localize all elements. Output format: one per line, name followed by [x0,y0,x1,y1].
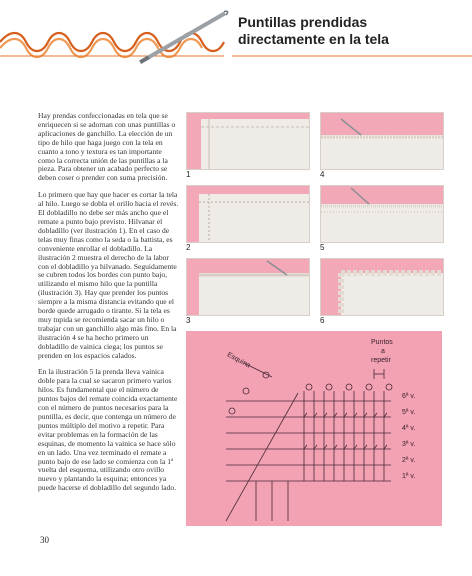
page-number: 30 [40,535,49,545]
row-label-2: 2ª v. [402,457,416,464]
paragraph-method: Lo primero que hay que hacer es cortar la tela al hilo. Luego se dobla el orillo hacia el revés. El dobladillo no debe ser más ancho que el remate a punto bajo previsto. Hilvanar el dobladillo (ver ilustración 1). En el caso de telas muy finas como la seda o la battista, es conveniente enrollar el dobladillo. La ilustración 2 muestra el derecho de la labor con el dobladillo ya hilvanado. Seguidamente se cubren todos los bordes con punto bajo, utilizando el mismo hilo que la puntilla (ilustración 3). Hay que prender los puntos siempre a la misma distancia evitando que el borde quede arrugado o tirante. Si la tela es muy tupida se recomienda sacar un hilo o trabajar con un ganchillo algo más fino. En la ilustración 4 se ha hecho primero un dobladillo de vainica ciega; los puntos se prenden en los espacios calados. [38,190,179,360]
photo-6 [320,258,444,316]
photo-5 [320,185,444,243]
header-decoration [0,0,472,68]
photo-number-4: 4 [320,170,325,179]
row-label-5: 5ª v. [402,409,416,416]
row-label-1: 1ª v. [402,473,416,480]
page-title [238,14,389,48]
photo-4 [320,112,444,170]
label-repeat-points: Puntos [371,339,393,346]
label-repeat-a: a [381,348,385,355]
article-text [38,112,180,501]
photo-number-5: 5 [320,243,325,252]
paragraph-corners: En la ilustración 5 la prenda lleva vainica doble para la cual se sacaron primero varios hilos. Es fundamental que el número de puntos bajos del remate coincida exactamente con el número de puntos necesarios para la puntilla, es decir, que contenga un número de puntos múltiplo del motivo a repetir. Para evitar problemas en la formación de las esquinas, de momento la vainica se hace sólo en un lado. Una vez terminado el remate a punto bajo de ese lado se comienza con la 1ª vuelta del esquema, utilizando otro ovillo nuevo y plantando la esquina; entonces ya puede hacerse el dobladillo del segundo lado. [38,367,178,493]
label-corner: Esquina [225,351,252,370]
photo-number-1: 1 [186,170,191,179]
crochet-hook-border-illustration [0,0,472,68]
photo-number-3: 3 [186,316,191,325]
title-line-1: Puntillas prendidas [238,14,368,30]
photo-3 [186,258,310,316]
crochet-chart-diagram [186,331,442,526]
photo-1 [186,112,310,170]
paragraph-intro: Hay prendas confeccionadas en tela que se enriquecen si se adornan con unas puntillas o aplicaciones de ganchillo. La elección de un tipo de hilo que haga juego con la tela en cuanto a tono y textura es tan importante como la correcta unión de las puntillas a la pieza. Para obtener un acabado perfecto se deben coser o prender con suma precisión. [38,111,176,183]
row-label-6: 6ª v. [402,393,416,400]
row-label-3: 3ª v. [402,441,416,448]
label-repeat: repetir [371,357,391,364]
photo-2 [186,185,310,243]
photo-number-2: 2 [186,243,191,252]
photo-number-6: 6 [320,316,325,325]
row-label-4: 4ª v. [402,425,416,432]
title-line-2: directamente en la tela [238,31,389,47]
